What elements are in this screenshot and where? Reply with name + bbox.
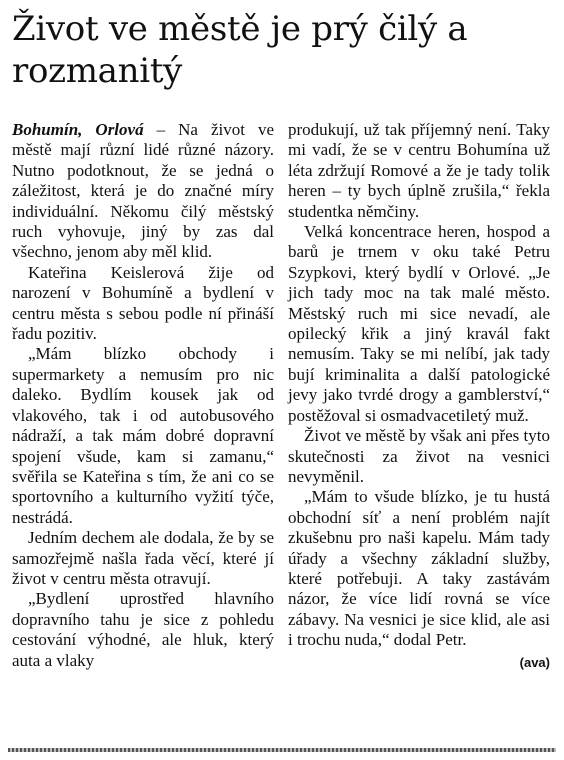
author-signature: (ava) bbox=[519, 654, 550, 670]
article-paragraph: Život ve městě by však ani přes tyto skutečnosti za život na vesnici nevyměnil. bbox=[288, 426, 550, 486]
bottom-rule bbox=[8, 748, 556, 752]
article-paragraph: „Bydlení uprostřed hlavního dopravního tahu je sice z pohledu cestování výhodné, ale hluk, který auta a vlaky bbox=[12, 589, 274, 670]
article-dateline: Bohumín, Orlová bbox=[12, 120, 144, 139]
article-paragraph bbox=[12, 120, 274, 263]
article-column-right bbox=[288, 120, 550, 673]
article-paragraph: produkují, už tak příjemný není. Taky mi vadí, že se v centru Bohumína už léta zdržují Romové a že je tady tolik heren – ty bych úplně zrušila,“ řekla studentka němčiny. bbox=[288, 120, 550, 221]
article-column-left bbox=[12, 120, 274, 671]
article-paragraph: Jedním dechem ale dodala, že by se samozřejmě našla řada věcí, které jí život v centru města otravují. bbox=[12, 528, 274, 588]
article-paragraph: „Mám blízko obchody i supermarkety a nemusím pro nic daleko. Bydlím kousek jak od vlakového, tak i od autobusového nádraží, a tak mám dobré dopravní spojení všude, kam si zamanu,“ svěřila se Kateřina s tím, že ani co se sportovního a kulturního vyžití týče, nestrádá. bbox=[12, 344, 274, 527]
article-paragraph: Kateřina Keislerová žije od narození v Bohumíně a bydlení v centru města s sebou podle ní přináší řadu pozitiv. bbox=[12, 262, 274, 344]
article-paragraph: „Mám to všude blízko, je tu hustá obchodní síť a není problém najít zkušebnu pro naši kapelu. Mám tady úřady a všechny základní služby, které potřebuji. A taky zastávám názor, že více lidí rovná se více zábavy. Na vesnici je sice klid, ale asi i trochu nuda,“ dodal Petr. bbox=[288, 487, 550, 650]
article-paragraph-text: – Na život ve městě mají různí lidé různé názory. Nutno podotknout, že se jedná o záležitost, která je do značné míry individuální. Někomu čilý městský ruch vyhovuje, jiný by zas dal všechno, jenom aby měl klid. bbox=[12, 120, 274, 262]
article-headline: Život ve městě je prý čilý a rozmanitý bbox=[12, 9, 468, 91]
article-paragraph: Velká koncentrace heren, hospod a barů je trnem v oku také Petru Szypkovi, který bydlí v Orlové. „Je jich tady moc na tak malé město. Městský ruch mi sice nevadí, ale opilecký křik a jiný kravál fakt nemusím. Taky se mi nelíbí, jak tady bují kriminalita a další patologické jevy jako tvrdé drogy a gamblerství,“ postěžoval si osmadvacetiletý muž. bbox=[288, 222, 550, 425]
